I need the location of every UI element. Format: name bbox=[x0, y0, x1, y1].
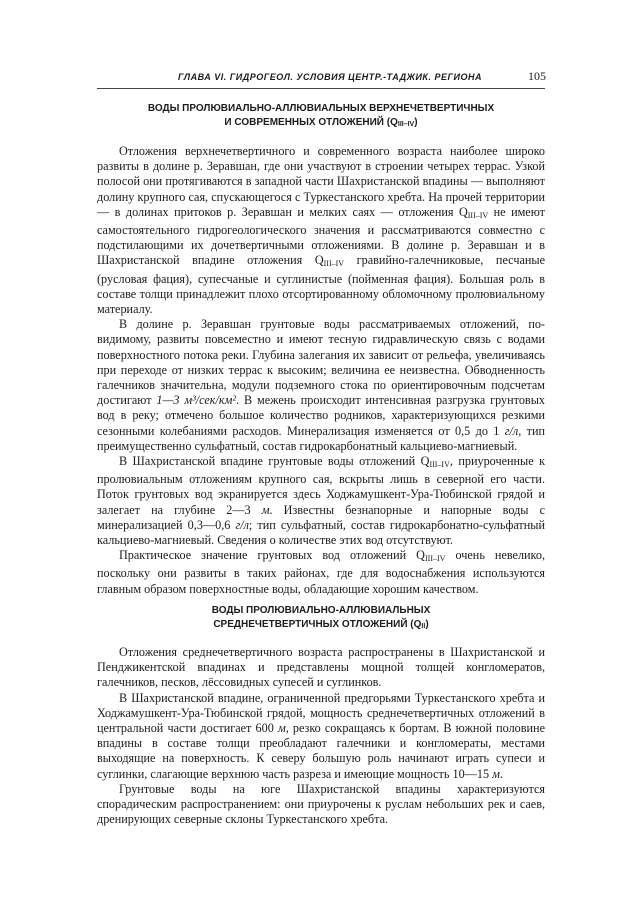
paragraph-text: , приуроченные к пролювиальным отложениям крупного сая, вскрыты лишь в северной его части. Поток грунтовых вод экранируется здесь Ходжамушкент-Ура-Тюбинской грядой и залегает на глубине 2—3 bbox=[97, 454, 545, 517]
section-body-middle-quaternary bbox=[97, 645, 545, 827]
heading-line: ВОДЫ ПРОЛЮВИАЛЬНО-АЛЛЮВИАЛЬНЫХ bbox=[211, 605, 431, 616]
heading-text: И СОВРЕМЕННЫХ ОТЛОЖЕНИЙ (Q bbox=[224, 117, 398, 128]
index-subscript: III–IV bbox=[323, 259, 345, 269]
paragraph bbox=[97, 317, 545, 454]
paragraph-text: очень невелико, поскольку они развиты в таких районах, где для водоснабжения используются главным образом поверхностные воды, обладающие хорошим качеством. bbox=[97, 548, 546, 596]
paragraph: Отложения среднечетвертичного возраста распространены в Шахристанской и Пенджикентской впадинах и представлены мощной толщей конгломератов, галечников, песков, лёссовидных супесей и суглинков. bbox=[97, 645, 545, 690]
heading-subscript: III–IV bbox=[397, 121, 415, 128]
unit-text: м bbox=[277, 721, 286, 736]
paragraph bbox=[97, 144, 545, 317]
paragraph-text: гравийно-галечниковые, песчаные (русловая фация), супесчаные и суглинистые (пойменная фация). Большая роль в составе толщи принадлежит плохо отсортированному обломочному пролювиальному материалу. bbox=[97, 253, 545, 317]
paragraph-text: В долине р. Зеравшан грунтовые воды рассматриваемых отложений, по-видимому, развиты повсеместно и имеют тесную гидравлическую связь с водами поверхностного потока реки. Глубина залегания их зависит от рельефа, увеличиваясь при переходе от низких террас к высоким; величина ее неизвестна. Обводненность галечников значительна, модули подземного стока по ориентировочным подсчетам достигают bbox=[97, 317, 545, 408]
unit-text: г/л bbox=[504, 423, 519, 438]
paragraph bbox=[97, 691, 545, 782]
index-subscript: III–IV bbox=[467, 210, 489, 220]
heading-subscript: II bbox=[421, 623, 426, 630]
index-subscript: III–IV bbox=[424, 554, 446, 564]
heading-text: ) bbox=[425, 619, 429, 630]
section-heading-upper-quaternary bbox=[97, 102, 545, 132]
header-rule bbox=[97, 88, 545, 89]
paragraph-text: . Известны безнапорные и напорные воды с минерализацией 0,3—0,6 bbox=[97, 502, 545, 532]
index-subscript: III–IV bbox=[429, 460, 450, 470]
section-heading-middle-quaternary bbox=[97, 604, 545, 634]
page-number: 105 bbox=[528, 69, 546, 83]
heading-line: ВОДЫ ПРОЛЮВИАЛЬНО-АЛЛЮВИАЛЬНЫХ ВЕРХНЕЧЕТВЕРТИЧНЫХ bbox=[147, 103, 495, 114]
heading-line bbox=[97, 618, 545, 634]
paragraph bbox=[97, 454, 545, 548]
paragraph-text: . В межень происходит интенсивная разгрузка грунтовых вод в реку; отмечено большое количество родников, характеризующихся резкими сезонными колебаниями расходов. Минерализация изменяется от 0,5 до 1 bbox=[97, 393, 545, 438]
paragraph-text: . bbox=[499, 766, 503, 781]
paragraph-text: Практическое значение грунтовых вод отложений Q bbox=[119, 548, 425, 563]
running-head: ГЛАВА VI. ГИДРОГЕОЛ. УСЛОВИЯ ЦЕНТР.-ТАДЖИК. РЕГИОНА bbox=[178, 72, 482, 82]
unit-text: г/л bbox=[235, 517, 249, 532]
paragraph-text: , тип преимущественно сульфатный, состав гидрокарбонатный кальциево-магниевый. bbox=[97, 423, 546, 453]
paragraph: Грунтовые воды на юге Шахристанской впадины характеризуются спорадическим распространением: они приурочены к руслам небольших рек и саев, дренирующих северные склоны Туркестанского хребта. bbox=[97, 781, 545, 827]
unit-text: 1—3 м³/сек/км² bbox=[156, 393, 237, 408]
paragraph bbox=[97, 548, 545, 597]
paragraph-text: не имеют самостоятельного гидрогеологического значения и рассматриваются совместно с подстилающими их дочетвертичными отложениями. В долине р. Зеравшан и в Шахристанской впадине отложения Q bbox=[97, 204, 545, 268]
unit-text: м bbox=[492, 766, 500, 781]
paragraph-text: ; тип сульфатный, состав гидрокарбонатно-сульфатный кальциево-магниевый. Сведения о количестве этих вод отсутствуют. bbox=[97, 517, 545, 548]
heading-text: СРЕДНЕЧЕТВЕРТИЧНЫХ ОТЛОЖЕНИЙ (Q bbox=[213, 619, 422, 630]
paragraph-text: В Шахристанской впадине, ограниченной предгорьями Туркестанского хребта и Ходжамушкент-Ура-Тюбинской грядой, мощность среднечетвертичных отложений в центральной части достигает 600 bbox=[97, 690, 545, 736]
paragraph-text: , резко сокращаясь к бортам. В южной половине впадины в составе толщи преобладают галечники и конгломераты, местами выходящие на поверхность. К северу большую роль начинают играть супеси и суглинки, слагающие верхнюю часть разреза и имеющие мощность 10—15 bbox=[97, 721, 545, 781]
unit-text: м bbox=[261, 502, 270, 517]
paragraph-text: Отложения верхнечетвертичного и современного возраста наиболее широко развиты в долине р. Зеравшан, где они участвуют в строении четырех террас. Узкой полосой они протягиваются в западной части Шахристанской впадины — выполняют долину крупного сая, спускающегося с Туркестанского хребта. На прочей территории — в долинах притоков р. Зеравшан и мелких саях — отложения Q bbox=[97, 144, 545, 219]
section-body-upper-quaternary bbox=[97, 144, 545, 597]
heading-text: ) bbox=[414, 117, 418, 128]
paragraph-text: В Шахристанской впадине грунтовые воды отложений Q bbox=[119, 454, 430, 469]
heading-line bbox=[97, 116, 545, 132]
